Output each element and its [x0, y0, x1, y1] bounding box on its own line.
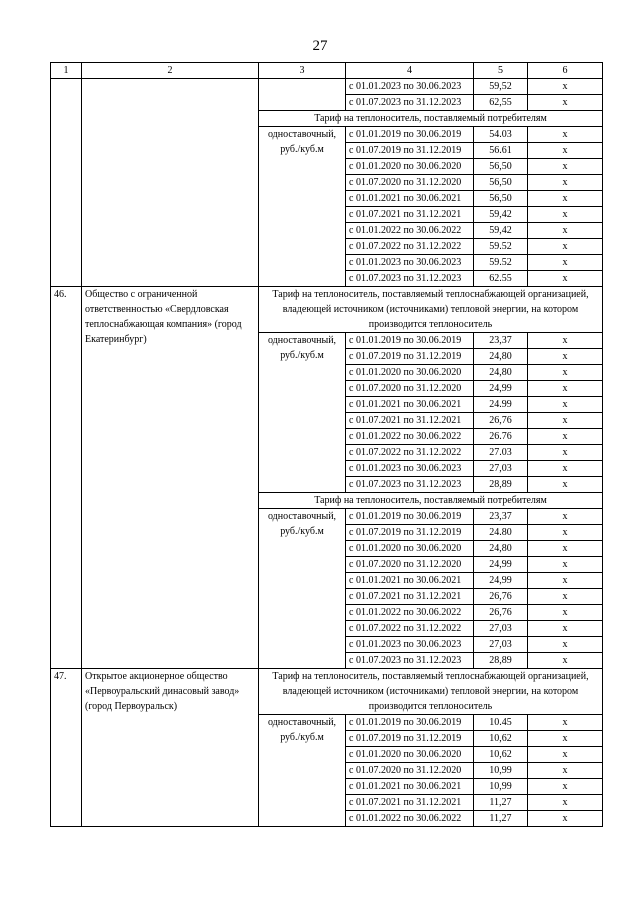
mark-cell: x	[528, 79, 603, 95]
value-cell: 59,42	[474, 223, 528, 239]
value-cell: 56,50	[474, 159, 528, 175]
mark-cell: x	[528, 747, 603, 763]
period-cell: с 01.07.2021 по 31.12.2021	[346, 589, 474, 605]
period-cell: с 01.01.2020 по 30.06.2020	[346, 747, 474, 763]
value-cell: 24,99	[474, 381, 528, 397]
value-cell: 59.52	[474, 239, 528, 255]
mark-cell: x	[528, 429, 603, 445]
value-cell: 28,89	[474, 477, 528, 493]
period-cell: с 01.07.2023 по 31.12.2023	[346, 95, 474, 111]
mark-cell: x	[528, 621, 603, 637]
period-cell: с 01.07.2019 по 31.12.2019	[346, 143, 474, 159]
value-cell: 24,80	[474, 349, 528, 365]
unit-cell: одноставочный, руб./куб.м	[259, 127, 346, 287]
value-cell: 27,03	[474, 637, 528, 653]
mark-cell: x	[528, 731, 603, 747]
period-cell: с 01.07.2020 по 31.12.2020	[346, 381, 474, 397]
mark-cell: x	[528, 413, 603, 429]
period-cell: с 01.01.2019 по 30.06.2019	[346, 715, 474, 731]
period-cell: с 01.07.2020 по 31.12.2020	[346, 763, 474, 779]
organization-name-cell: Открытое акционерное общество «Первоуральский динасовый завод» (город Первоуральск)	[82, 669, 259, 827]
value-cell: 62.55	[474, 271, 528, 287]
mark-cell: x	[528, 127, 603, 143]
mark-cell: x	[528, 95, 603, 111]
period-cell: с 01.07.2019 по 31.12.2019	[346, 349, 474, 365]
tariff-header-cell: Тариф на теплоноситель, поставляемый потребителям	[259, 493, 603, 509]
period-cell: с 01.07.2021 по 31.12.2021	[346, 207, 474, 223]
column-number: 5	[474, 63, 528, 79]
tariff-header-row	[51, 669, 603, 715]
value-cell: 23,37	[474, 509, 528, 525]
value-cell: 27.03	[474, 445, 528, 461]
value-cell: 59.52	[474, 255, 528, 271]
period-cell: с 01.07.2020 по 31.12.2020	[346, 557, 474, 573]
mark-cell: x	[528, 159, 603, 175]
mark-cell: x	[528, 477, 603, 493]
value-cell: 56,50	[474, 191, 528, 207]
tariff-row	[51, 79, 603, 95]
mark-cell: x	[528, 605, 603, 621]
period-cell: с 01.07.2020 по 31.12.2020	[346, 175, 474, 191]
value-cell: 11,27	[474, 795, 528, 811]
mark-cell: x	[528, 445, 603, 461]
mark-cell: x	[528, 509, 603, 525]
value-cell: 23,37	[474, 333, 528, 349]
period-cell: с 01.01.2019 по 30.06.2019	[346, 127, 474, 143]
period-cell: с 01.07.2023 по 31.12.2023	[346, 653, 474, 669]
mark-cell: x	[528, 239, 603, 255]
tariff-table-body	[51, 63, 603, 827]
period-cell: с 01.07.2023 по 31.12.2023	[346, 477, 474, 493]
period-cell: с 01.01.2021 по 30.06.2021	[346, 779, 474, 795]
mark-cell: x	[528, 143, 603, 159]
mark-cell: x	[528, 223, 603, 239]
mark-cell: x	[528, 525, 603, 541]
period-cell: с 01.07.2019 по 31.12.2019	[346, 731, 474, 747]
period-cell: с 01.01.2022 по 30.06.2022	[346, 223, 474, 239]
organization-name-cell: Общество с ограниченной ответственностью «Свердловская теплоснабжающая компания» (город Екатеринбург)	[82, 287, 259, 669]
mark-cell: x	[528, 653, 603, 669]
period-cell: с 01.01.2020 по 30.06.2020	[346, 541, 474, 557]
value-cell: 59,42	[474, 207, 528, 223]
period-cell: с 01.01.2019 по 30.06.2019	[346, 333, 474, 349]
tariff-header-row	[51, 287, 603, 333]
value-cell: 10,62	[474, 747, 528, 763]
mark-cell: x	[528, 589, 603, 605]
period-cell: с 01.07.2023 по 31.12.2023	[346, 271, 474, 287]
tariff-header-cell: Тариф на теплоноситель, поставляемый потребителям	[259, 111, 603, 127]
value-cell: 10,99	[474, 779, 528, 795]
mark-cell: x	[528, 573, 603, 589]
period-cell: с 01.07.2022 по 31.12.2022	[346, 621, 474, 637]
value-cell: 59,52	[474, 79, 528, 95]
mark-cell: x	[528, 461, 603, 477]
row-number-cell: 46.	[51, 287, 82, 669]
mark-cell: x	[528, 349, 603, 365]
unit-cell: одноставочный, руб./куб.м	[259, 715, 346, 827]
mark-cell: x	[528, 255, 603, 271]
mark-cell: x	[528, 271, 603, 287]
column-number-row	[51, 63, 603, 79]
value-cell: 62,55	[474, 95, 528, 111]
mark-cell: x	[528, 557, 603, 573]
period-cell: с 01.07.2021 по 31.12.2021	[346, 413, 474, 429]
value-cell: 24.99	[474, 397, 528, 413]
period-cell: с 01.01.2020 по 30.06.2020	[346, 159, 474, 175]
value-cell: 26.76	[474, 429, 528, 445]
period-cell: с 01.01.2021 по 30.06.2021	[346, 573, 474, 589]
mark-cell: x	[528, 365, 603, 381]
column-number: 4	[346, 63, 474, 79]
mark-cell: x	[528, 763, 603, 779]
value-cell: 26,76	[474, 589, 528, 605]
value-cell: 10.45	[474, 715, 528, 731]
value-cell: 24.80	[474, 525, 528, 541]
mark-cell: x	[528, 779, 603, 795]
period-cell: с 01.01.2022 по 30.06.2022	[346, 429, 474, 445]
mark-cell: x	[528, 191, 603, 207]
period-cell: с 01.01.2022 по 30.06.2022	[346, 811, 474, 827]
row-number-cell	[51, 79, 82, 287]
mark-cell: x	[528, 333, 603, 349]
unit-cell: одноставочный, руб./куб.м	[259, 333, 346, 493]
value-cell: 24,80	[474, 541, 528, 557]
tariff-header-cell: Тариф на теплоноситель, поставляемый теплоснабжающей организацией, владеющей источником (источниками) тепловой энергии, на котором производится теплоноситель	[259, 669, 603, 715]
row-number-cell: 47.	[51, 669, 82, 827]
value-cell: 27,03	[474, 621, 528, 637]
mark-cell: x	[528, 175, 603, 191]
mark-cell: x	[528, 811, 603, 827]
period-cell: с 01.01.2023 по 30.06.2023	[346, 79, 474, 95]
column-number: 2	[82, 63, 259, 79]
value-cell: 24,80	[474, 365, 528, 381]
tariff-header-cell: Тариф на теплоноситель, поставляемый теплоснабжающей организацией, владеющей источником (источниками) тепловой энергии, на котором производится теплоноситель	[259, 287, 603, 333]
page-number: 27	[312, 38, 328, 54]
value-cell: 27,03	[474, 461, 528, 477]
mark-cell: x	[528, 381, 603, 397]
period-cell: с 01.01.2021 по 30.06.2021	[346, 397, 474, 413]
tariff-table	[50, 62, 603, 827]
period-cell: с 01.01.2020 по 30.06.2020	[346, 365, 474, 381]
period-cell: с 01.01.2023 по 30.06.2023	[346, 637, 474, 653]
value-cell: 24,99	[474, 573, 528, 589]
org-cell	[82, 79, 259, 287]
value-cell: 10,99	[474, 763, 528, 779]
value-cell: 28,89	[474, 653, 528, 669]
period-cell: с 01.01.2021 по 30.06.2021	[346, 191, 474, 207]
value-cell: 26,76	[474, 605, 528, 621]
column-number: 1	[51, 63, 82, 79]
period-cell: с 01.07.2019 по 31.12.2019	[346, 525, 474, 541]
value-cell: 10,62	[474, 731, 528, 747]
mark-cell: x	[528, 541, 603, 557]
period-cell: с 01.01.2019 по 30.06.2019	[346, 509, 474, 525]
period-cell: с 01.07.2021 по 31.12.2021	[346, 795, 474, 811]
mark-cell: x	[528, 637, 603, 653]
column-number: 6	[528, 63, 603, 79]
unit-cell	[259, 79, 346, 111]
mark-cell: x	[528, 397, 603, 413]
period-cell: с 01.07.2022 по 31.12.2022	[346, 239, 474, 255]
value-cell: 11,27	[474, 811, 528, 827]
period-cell: с 01.01.2022 по 30.06.2022	[346, 605, 474, 621]
mark-cell: x	[528, 795, 603, 811]
period-cell: с 01.07.2022 по 31.12.2022	[346, 445, 474, 461]
mark-cell: x	[528, 715, 603, 731]
mark-cell: x	[528, 207, 603, 223]
value-cell: 26,76	[474, 413, 528, 429]
value-cell: 56.61	[474, 143, 528, 159]
value-cell: 24,99	[474, 557, 528, 573]
unit-cell: одноставочный, руб./куб.м	[259, 509, 346, 669]
value-cell: 54.03	[474, 127, 528, 143]
value-cell: 56,50	[474, 175, 528, 191]
period-cell: с 01.01.2023 по 30.06.2023	[346, 255, 474, 271]
period-cell: с 01.01.2023 по 30.06.2023	[346, 461, 474, 477]
column-number: 3	[259, 63, 346, 79]
